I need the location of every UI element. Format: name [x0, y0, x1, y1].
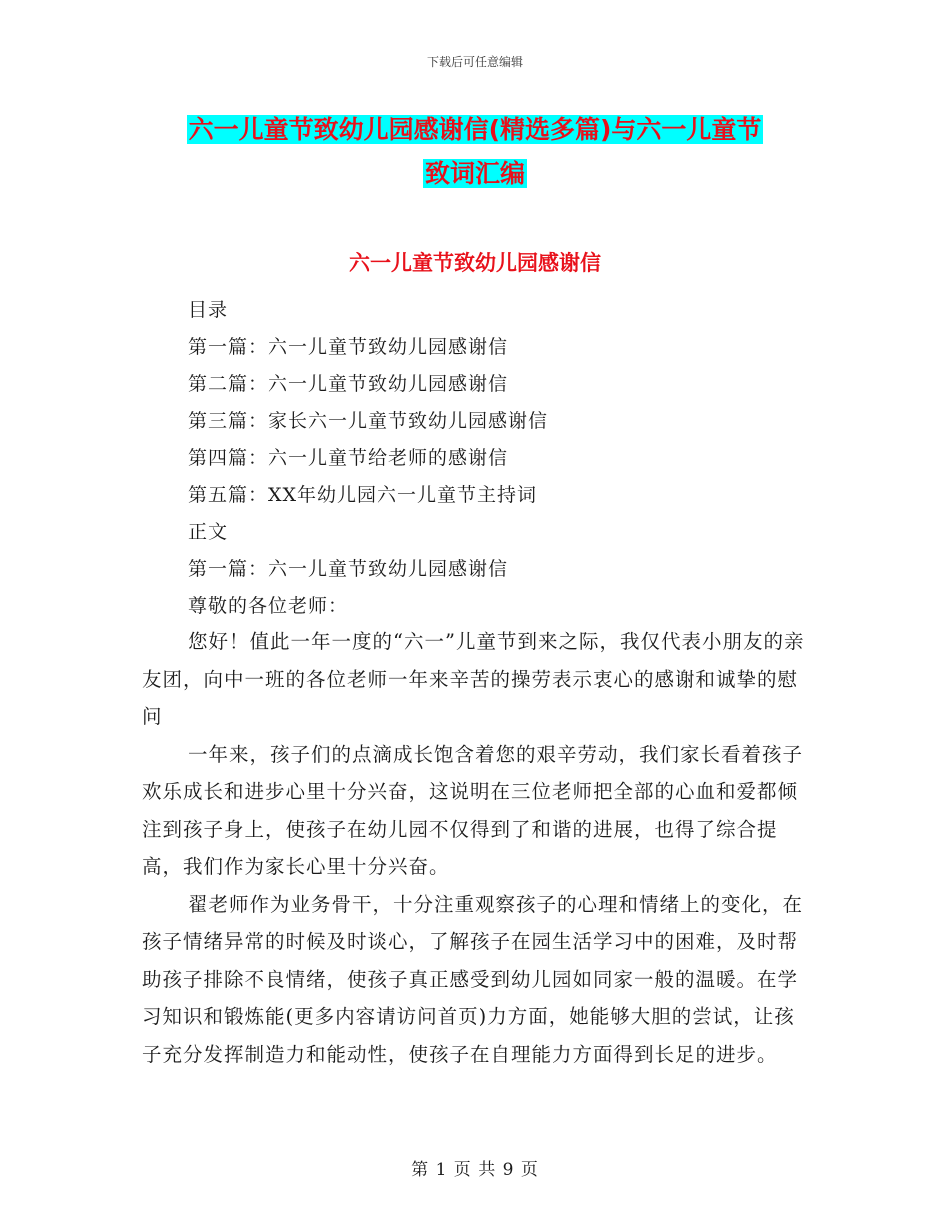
salutation: 尊敬的各位老师： — [188, 595, 349, 617]
letter-body — [142, 623, 807, 1073]
table-of-contents — [188, 292, 828, 625]
toc-label: 目录 — [188, 299, 229, 321]
paragraph: 翟老师作为业务骨干，十分注重观察孩子的心理和情绪上的变化，在孩子情绪异常的时候及时谈心，了解孩子在园生活学习中的困难，及时帮助孩子排除不良情绪，使孩子真正感受到幼儿园如同家一般的温暖。在学习知识和锻炼能(更多内容请访问首页)力方面，她能够大胆的尝试，让孩子充分发挥制造力和能动性，使孩子在自理能力方面得到长足的进步。 — [142, 892, 804, 1066]
chapter-heading: 第一篇：六一儿童节致幼儿园感谢信 — [188, 558, 509, 580]
page-footer: 第 1 页 共 9 页 — [411, 1160, 539, 1180]
toc-item: 第二篇：六一儿童节致幼儿园感谢信 — [188, 373, 509, 395]
toc-item: 第三篇：家长六一儿童节致幼儿园感谢信 — [188, 410, 549, 432]
title-line-1: 六一儿童节致幼儿园感谢信(精选多篇)与六一儿童节 — [188, 115, 762, 144]
header-note: 下载后可任意编辑 — [426, 55, 523, 69]
paragraph: 一年来，孩子们的点滴成长饱含着您的艰辛劳动，我们家长看着孩子欢乐成长和进步心里十分兴奋，这说明在三位老师把全部的心血和爱都倾注到孩子身上，使孩子在幼儿园不仅得到了和谐的进展，也得了综合提高，我们作为家长心里十分兴奋。 — [142, 742, 804, 878]
section-heading: 六一儿童节致幼儿园感谢信 — [349, 251, 601, 275]
body-label: 正文 — [188, 521, 229, 543]
paragraph: 您好！值此一年一度的“六一”儿童节到来之际，我仅代表小朋友的亲友团，向中一班的各位老师一年来辛苦的操劳表示衷心的感谢和诚挚的慰问 — [142, 630, 805, 728]
toc-item: 第五篇：XX年幼儿园六一儿童节主持词 — [188, 484, 538, 506]
toc-item: 第一篇：六一儿童节致幼儿园感谢信 — [188, 336, 509, 358]
toc-item: 第四篇：六一儿童节给老师的感谢信 — [188, 447, 509, 469]
title-line-2: 致词汇编 — [424, 159, 525, 188]
document-title — [150, 108, 800, 196]
